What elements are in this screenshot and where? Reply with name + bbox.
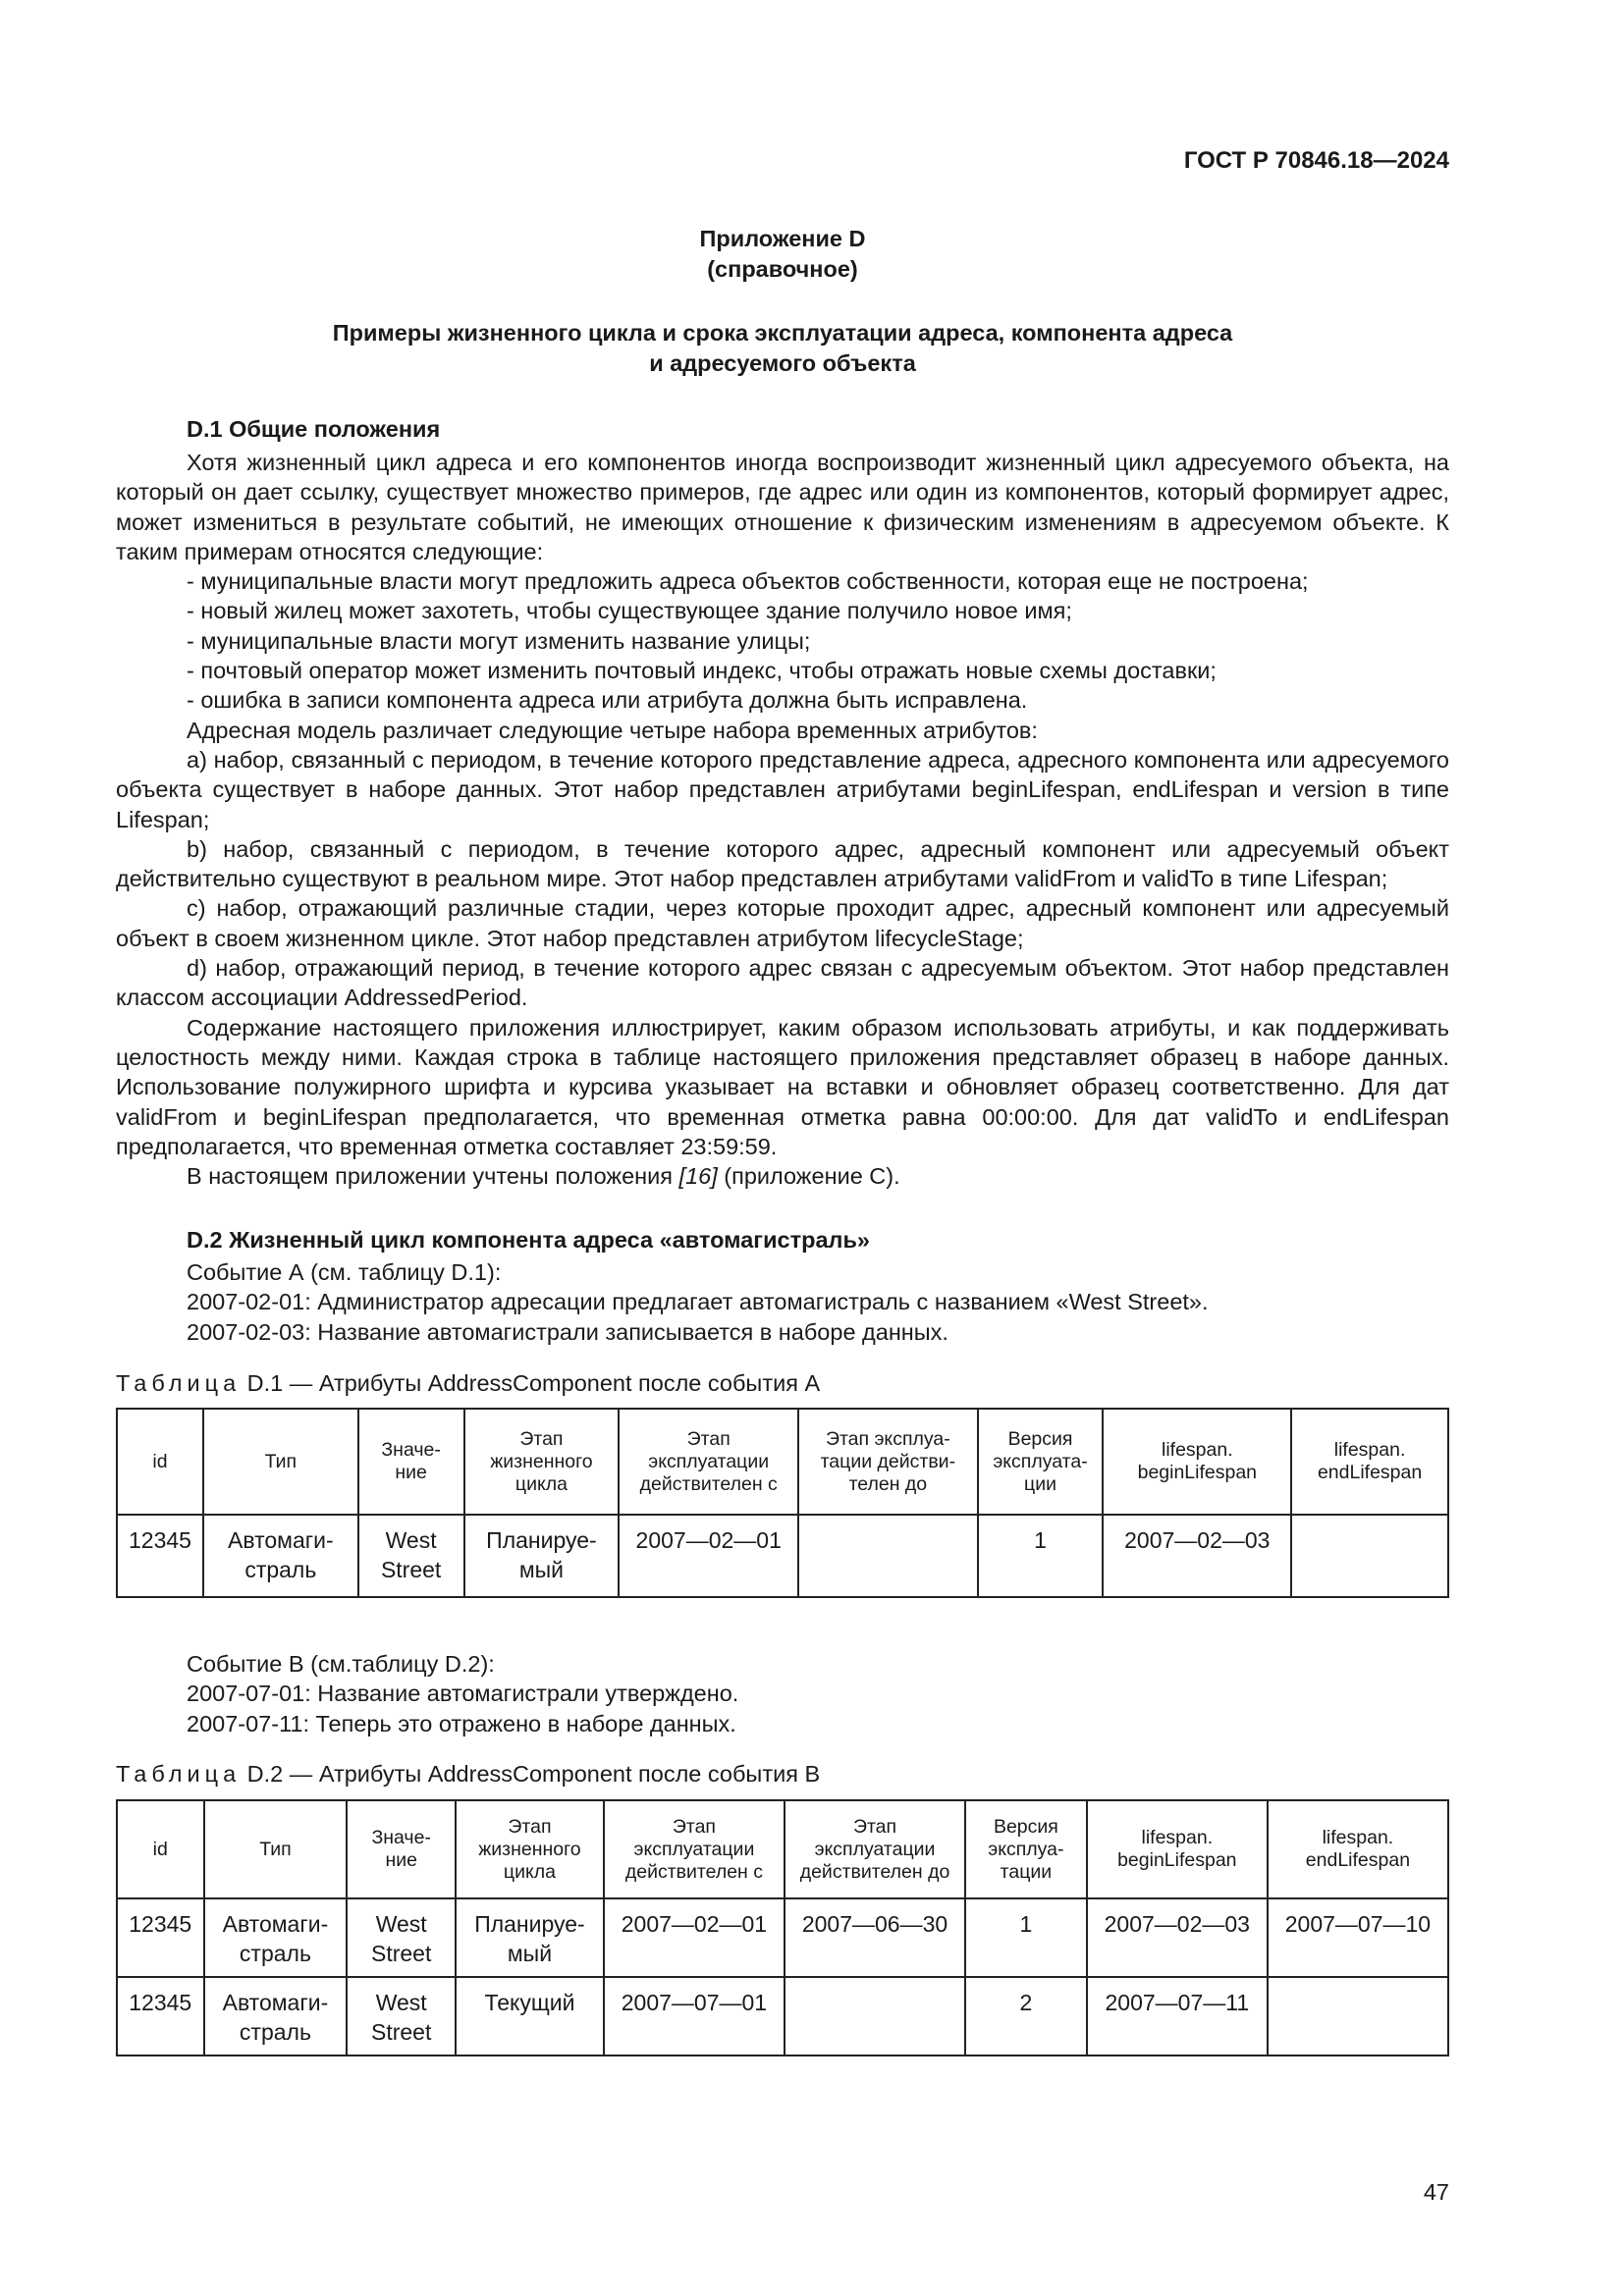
event-b-line: 2007-07-11: Теперь это отражено в наборе данных.	[187, 1710, 736, 1736]
event-b-line: Событие В (см.таблицу D.2):	[187, 1651, 495, 1677]
event-a-block	[187, 1257, 1209, 1347]
reference-before: В настоящем приложении учтены положения	[187, 1163, 679, 1190]
reference-citation: [16]	[678, 1163, 718, 1190]
table1-caption-text: D.1 — Атрибуты AddressComponent после события А	[241, 1370, 821, 1396]
table-cell: 2007—02—01	[604, 1898, 785, 1977]
appendix-heading-line2: и адресуемого объекта	[649, 350, 916, 376]
column-header: lifespan. beginLifespan	[1103, 1409, 1291, 1515]
column-header: lifespan. beginLifespan	[1087, 1800, 1268, 1898]
column-header: Этап эксплуатации действителен до	[785, 1800, 965, 1898]
table-cell: 12345	[117, 1977, 204, 2056]
table2-caption-label: Таблица	[116, 1761, 242, 1787]
event-b-line: 2007-07-01: Название автомагистрали утверждено.	[187, 1681, 739, 1707]
bullet-item: - ошибка в записи компонента адреса или атрибута должна быть исправлена.	[187, 687, 1028, 714]
table-cell: 1	[978, 1515, 1104, 1597]
appendix-heading-line1: Примеры жизненного цикла и срока эксплуатации адреса, компонента адреса	[332, 320, 1233, 346]
table-header-row	[117, 1800, 1448, 1898]
table-cell: 2007—07—10	[1268, 1898, 1448, 1977]
column-header: Этап жизненного цикла	[464, 1409, 620, 1515]
table-cell	[1291, 1515, 1448, 1597]
page-number: 47	[1423, 2179, 1449, 2205]
reference-after: (приложение С).	[717, 1163, 900, 1190]
table-cell: 2007—07—11	[1087, 1977, 1268, 2056]
table-cell	[785, 1977, 965, 2056]
column-header: lifespan. endLifespan	[1291, 1409, 1448, 1515]
bullet-item: - муниципальные власти могут предложить адреса объектов собственности, которая еще не построена;	[187, 568, 1309, 595]
bullet-item: - новый жилец может захотеть, чтобы существующее здание получило новое имя;	[187, 598, 1072, 624]
column-header: Этап эксплуатации действителен с	[619, 1409, 798, 1515]
table2-caption	[116, 1761, 820, 1788]
column-header: Этап эксплуатации действителен с	[604, 1800, 785, 1898]
column-header: id	[117, 1800, 204, 1898]
column-header: Этап эксплуа- тации действи- телен до	[798, 1409, 978, 1515]
table-cell: Планируе- мый	[464, 1515, 620, 1597]
column-header: Версия эксплуата- ции	[978, 1409, 1104, 1515]
table-cell: Автомаги- страль	[204, 1898, 348, 1977]
table-cell: 2007—02—01	[619, 1515, 798, 1597]
reference-paragraph	[116, 1161, 1449, 1191]
event-a-line: 2007-02-01: Администратор адресации предлагает автомагистраль с названием «West Street».	[187, 1289, 1209, 1315]
column-header: Версия эксплуа- тации	[965, 1800, 1087, 1898]
table-row	[117, 1898, 1448, 1977]
model-intro: Адресная модель различает следующие четыре набора временных атрибутов:	[187, 717, 1038, 743]
event-b-block	[187, 1649, 738, 1738]
table-cell: West Street	[358, 1515, 464, 1597]
column-header: Тип	[203, 1409, 358, 1515]
document-code: ГОСТ Р 70846.18—2024	[1183, 147, 1449, 174]
table-cell: West Street	[347, 1977, 456, 2056]
appendix-title: Приложение D	[699, 226, 866, 251]
item-c: c) набор, отражающий различные стадии, через которые проходит адрес, адресный компонент или адресуемый объект в своем жизненном цикле. Этот набор представлен атрибутом lifecycleStage;	[116, 895, 1449, 951]
table-cell: Планируе- мый	[456, 1898, 604, 1977]
table-header-row	[117, 1409, 1448, 1515]
table-row	[117, 1515, 1448, 1597]
table-cell: Автомаги- страль	[204, 1977, 348, 2056]
table-cell: Автомаги- страль	[203, 1515, 358, 1597]
table1-caption	[116, 1370, 820, 1397]
table-cell: Текущий	[456, 1977, 604, 2056]
table-d2	[116, 1799, 1449, 2056]
column-header: lifespan. endLifespan	[1268, 1800, 1448, 1898]
table-d1	[116, 1408, 1449, 1598]
table-cell: West Street	[347, 1898, 456, 1977]
table-cell: 2007—07—01	[604, 1977, 785, 2056]
table-cell: 12345	[117, 1898, 204, 1977]
bullet-item: - муниципальные власти могут изменить название улицы;	[187, 627, 811, 654]
table1-caption-label: Таблица	[116, 1370, 242, 1396]
intro-paragraph: Хотя жизненный цикл адреса и его компонентов иногда воспроизводит жизненный цикл адресуемого объекта, на который он дает ссылку, существует множество примеров, где адрес или один из компонентов, который формирует адрес, может измениться в результате событий, не имеющих отношение к физическим изменениям в адресуемом объекте. К таким примерам относятся следующие:	[116, 450, 1449, 564]
table-cell: 12345	[117, 1515, 203, 1597]
table-cell: 1	[965, 1898, 1087, 1977]
column-header: Этап жизненного цикла	[456, 1800, 604, 1898]
column-header: Значе- ние	[358, 1409, 464, 1515]
item-d: d) набор, отражающий период, в течение которого адрес связан с адресуемым объектом. Этот набор представлен классом ассоциации AddressedPeriod.	[116, 955, 1449, 1011]
column-header: Значе- ние	[347, 1800, 456, 1898]
item-a: a) набор, связанный с периодом, в течение которого представление адреса, адресного компонента или адресуемого объекта существует в наборе данных. Этот набор представлен атрибутами beginLifespan, endLifespan и version в типе Lifespan;	[116, 746, 1449, 832]
table-cell: 2	[965, 1977, 1087, 2056]
table-cell: 2007—02—03	[1087, 1898, 1268, 1977]
section-d2-heading: D.2 Жизненный цикл компонента адреса «автомагистраль»	[187, 1227, 870, 1253]
table-cell: 2007—06—30	[785, 1898, 965, 1977]
section-d1-heading: D.1 Общие положения	[187, 416, 441, 442]
appendix-kind: (справочное)	[707, 256, 858, 282]
column-header: id	[117, 1409, 203, 1515]
table-cell	[1268, 1977, 1448, 2056]
table-row	[117, 1977, 1448, 2056]
event-a-line: Событие А (см. таблицу D.1):	[187, 1259, 502, 1285]
section-d1-body	[116, 448, 1449, 1191]
item-b: b) набор, связанный с периодом, в течение которого адрес, адресный компонент или адресуемый объект действительно существуют в реальном мире. Этот набор представлен атрибутами validFrom и validTo в типе Lifespan;	[116, 835, 1449, 892]
content-paragraph: Содержание настоящего приложения иллюстрирует, каким образом использовать атрибуты, и как поддерживать целостность между ними. Каждая строка в таблице настоящего приложения представляет образец в наборе данных. Использование полужирного шрифта и курсива указывает на вставки и обновляет образец соответственно. Для дат validFrom и beginLifespan предполагается, что временная отметка равна 00:00:00. Для дат validTo и endLifespan предполагается, что временная отметка составляет 23:59:59.	[116, 1014, 1449, 1159]
event-a-line: 2007-02-03: Название автомагистрали записывается в наборе данных.	[187, 1318, 948, 1345]
table-cell: 2007—02—03	[1103, 1515, 1291, 1597]
bullet-item: - почтовый оператор может изменить почтовый индекс, чтобы отражать новые схемы доставки;	[187, 658, 1217, 684]
table-cell	[798, 1515, 978, 1597]
column-header: Тип	[204, 1800, 348, 1898]
table2-caption-text: D.2 — Атрибуты AddressComponent после события В	[241, 1761, 821, 1787]
